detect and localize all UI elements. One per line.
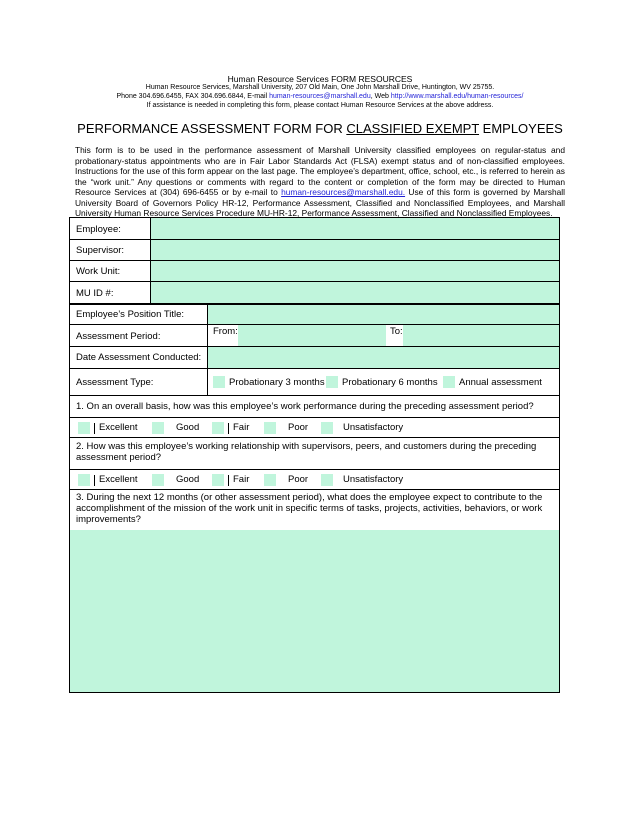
- assessment-form: [69, 217, 560, 693]
- assessment-type-label: Assessment Type:: [76, 377, 154, 388]
- divider: [207, 325, 208, 346]
- to-field[interactable]: [403, 325, 559, 346]
- mu-id-field[interactable]: [151, 282, 559, 303]
- q2-excellent-checkbox[interactable]: [78, 474, 90, 486]
- type-annual-checkbox[interactable]: [443, 376, 455, 388]
- q1-good-checkbox[interactable]: [152, 422, 164, 434]
- from-field[interactable]: [238, 325, 386, 346]
- question-1-row: [70, 396, 559, 418]
- q2-good-checkbox[interactable]: [152, 474, 164, 486]
- question-2-ratings: [70, 470, 559, 490]
- q1-good-label: Good: [176, 422, 200, 433]
- contact-text-mid: , Web: [370, 93, 391, 100]
- position-title-field[interactable]: [208, 305, 559, 324]
- intro-email-link[interactable]: human-resources@marshall.edu.: [281, 187, 406, 197]
- q1-excellent-checkbox[interactable]: [78, 422, 90, 434]
- assessment-type-row: [70, 369, 559, 396]
- divider: [207, 369, 208, 395]
- mu-id-label: MU ID #:: [76, 288, 114, 299]
- work-unit-label: Work Unit:: [76, 266, 121, 277]
- type-probationary-3-checkbox[interactable]: [213, 376, 225, 388]
- q1-poor-checkbox[interactable]: [264, 422, 276, 434]
- intro-paragraph: [75, 145, 565, 219]
- supervisor-label: Supervisor:: [76, 245, 125, 256]
- question-3-text: 3. During the next 12 months (or other assessment period), what does the employee expect to contribute to the accomplishment of the mission of the work unit in specific terms of tasks, projects, activities, behaviors, or work improvements?: [76, 492, 543, 525]
- work-unit-row: [70, 261, 559, 282]
- title-pre: PERFORMANCE ASSESSMENT FORM FOR: [77, 121, 347, 136]
- q2-unsatisfactory-label: Unsatisfactory: [343, 474, 404, 485]
- position-title-label: Employee’s Position Title:: [76, 309, 185, 320]
- q2-fair-checkbox[interactable]: [212, 474, 224, 486]
- text-cursor: [228, 423, 229, 434]
- type-probationary-6-label: Probationary 6 months: [342, 377, 438, 388]
- title-post: EMPLOYEES: [479, 121, 563, 136]
- q2-poor-label: Poor: [288, 474, 309, 485]
- to-label: To:: [390, 326, 403, 337]
- q2-poor-checkbox[interactable]: [264, 474, 276, 486]
- q1-unsatisfactory-label: Unsatisfactory: [343, 422, 404, 433]
- title-underlined: CLASSIFIED EXEMPT: [346, 121, 480, 136]
- mu-id-row: [70, 282, 559, 304]
- q2-good-label: Good: [176, 474, 200, 485]
- q2-excellent-label: Excellent: [99, 474, 138, 485]
- intro-part-1: This form is to be used in the performance assessment of Marshall University classified employees on regular-status and probationary-status appointments who are in Fair Labor Standards Act (FLSA) exempt status and of non-classified employees. Instructions for the use of this form appear on the last page. The employee’s department, office, school, etc., is referred to herein as the “work unit.” Any questions or comments with regard to the content or completion of the form may be directed to Human Resource Services at (304) 696-6455 or by e-mail to: [75, 145, 565, 197]
- text-cursor: [94, 475, 95, 486]
- question-1-ratings: [70, 418, 559, 438]
- intro-part-2: Use of this form is governed by Marshall University Board of Governors Policy HR-12, Performance Assessment, Classified and Nonclassified Employees, and Marshall University Human Resource Services Procedure MU-HR-12, Performance Assessment, Classified and Nonclassified Employees.: [75, 187, 565, 218]
- assessment-period-row: [70, 325, 559, 347]
- assessment-period-label: Assessment Period:: [76, 331, 161, 342]
- q1-unsatisfactory-checkbox[interactable]: [321, 422, 333, 434]
- position-title-row: [70, 304, 559, 325]
- contact-text: Phone 304.696.6455, FAX 304.696.6844, E-mail: [116, 93, 270, 100]
- email-link[interactable]: human-resources@marshall.edu: [269, 93, 371, 100]
- date-conducted-label: Date Assessment Conducted:: [76, 352, 202, 363]
- text-cursor: [94, 423, 95, 434]
- header-line-3: [0, 93, 640, 100]
- from-label: From:: [213, 326, 238, 337]
- header-line-2: Human Resource Services, Marshall University, 207 Old Main, One John Marshall Drive, Huntington, WV 25755.: [145, 84, 495, 91]
- supervisor-row: [70, 240, 559, 261]
- employee-label: Employee:: [76, 224, 121, 235]
- question-1-text: 1. On an overall basis, how was this employee’s work performance during the preceding assessment period?: [76, 401, 534, 412]
- question-3-response-field[interactable]: [70, 530, 559, 692]
- question-3-row: [70, 490, 559, 530]
- web-link[interactable]: http://www.marshall.edu/human-resources/: [390, 93, 524, 100]
- question-2-text: 2. How was this employee’s working relationship with supervisors, peers, and customers during the preceding assessment period?: [76, 441, 537, 463]
- type-annual-label: Annual assessment: [459, 377, 542, 388]
- form-title: [0, 121, 640, 136]
- employee-field[interactable]: [151, 218, 559, 239]
- type-probationary-3-label: Probationary 3 months: [229, 377, 325, 388]
- q2-fair-label: Fair: [233, 474, 250, 485]
- q1-excellent-label: Excellent: [99, 422, 138, 433]
- q1-fair-label: Fair: [233, 422, 250, 433]
- question-2-row: [70, 438, 559, 470]
- q2-unsatisfactory-checkbox[interactable]: [321, 474, 333, 486]
- work-unit-field[interactable]: [151, 261, 559, 281]
- employee-row: [70, 218, 559, 240]
- type-probationary-6-checkbox[interactable]: [326, 376, 338, 388]
- date-conducted-row: [70, 347, 559, 369]
- supervisor-field[interactable]: [151, 240, 559, 260]
- date-conducted-field[interactable]: [208, 347, 559, 368]
- header-line-1: Human Resource Services FORM RESOURCES: [227, 74, 413, 84]
- q1-fair-checkbox[interactable]: [212, 422, 224, 434]
- q1-poor-label: Poor: [288, 422, 309, 433]
- header-line-4: If assistance is needed in completing this form, please contact Human Resource Services at the above address.: [146, 102, 494, 109]
- text-cursor: [228, 475, 229, 486]
